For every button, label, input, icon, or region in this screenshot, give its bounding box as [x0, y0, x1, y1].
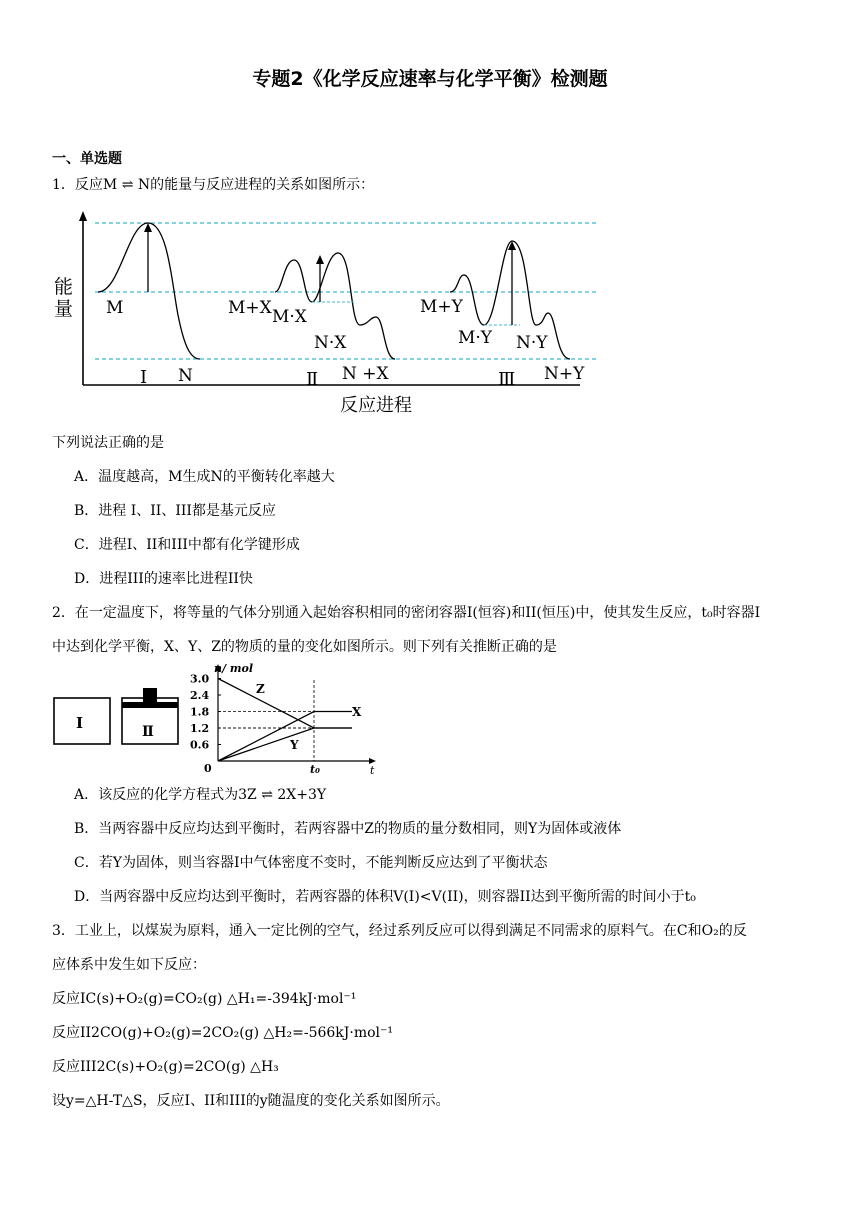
q1-stem: 1．反应M ⇌ N的能量与反应进程的关系如图所示：	[52, 177, 375, 193]
series-label-X: X	[352, 705, 362, 719]
series-label-Z: Z	[256, 682, 265, 696]
q3-reaction-1: 反应IC(s)+O₂(g)=CO₂(g) △H₁=-394kJ·mol⁻¹	[52, 991, 357, 1007]
q1-energy-diagram	[50, 205, 610, 420]
q3-last-line: 设y=△H-T△S，反应I、II和III的y随温度的变化关系如图所示。	[52, 1093, 450, 1109]
q3-reaction-2: 反应II2CO(g)+O₂(g)=2CO₂(g) △H₂=-566kJ·mol⁻¹	[52, 1025, 394, 1041]
page-title: 专题2《化学反应速率与化学平衡》检测题	[252, 68, 608, 90]
q3-reaction-3: 反应III2C(s)+O₂(g)=2CO(g) △H₃	[52, 1059, 279, 1075]
xlabel: 反应进程	[340, 395, 412, 416]
label-N: N	[178, 366, 193, 386]
section-heading: 一、单选题	[52, 151, 122, 167]
label-process-I: Ⅰ	[140, 367, 148, 388]
label-M-plus-X: M+X	[228, 298, 272, 318]
chart-xtick-t0: t₀	[310, 763, 320, 776]
y-tick-label: 2.4	[190, 689, 210, 702]
series-line-Z	[218, 679, 352, 729]
q1-option-d: D．进程III的速率比进程II快	[74, 571, 253, 587]
q2-stem-line2: 中达到化学平衡，X、Y、Z的物质的量的变化如图所示。则下列有关推断正确的是	[52, 639, 557, 655]
label-process-II: Ⅱ	[306, 369, 319, 390]
q2-chart	[186, 660, 382, 778]
q2-option-b: B．当两容器中反应均达到平衡时，若两容器中Z的物质的量分数相同，则Y为固体或液体	[74, 821, 622, 837]
q2-option-d: D．当两容器中反应均达到平衡时，若两容器的体积V(I)<V(II)，则容器II达到平衡所需的时间小于t₀	[74, 889, 696, 905]
label-process-III: Ⅲ	[498, 369, 516, 390]
label-N-dot-X: N·X	[314, 333, 347, 353]
q2-option-c: C．若Y为固体，则当容器I中气体密度不变时，不能判断反应达到了平衡状态	[74, 855, 548, 871]
q1-option-c: C．进程I、II和III中都有化学键形成	[74, 537, 300, 553]
ylabel-top: 能	[54, 276, 74, 298]
series-line-Y	[218, 728, 352, 761]
label-M-dot-X: M·X	[272, 307, 307, 327]
container-I-label: Ⅰ	[76, 714, 84, 732]
label-M-dot-Y: M·Y	[458, 328, 493, 348]
q3-stem-line2: 应体系中发生如下反应：	[52, 957, 206, 973]
label-N-plus-X: N +X	[342, 364, 389, 384]
q2-containers	[52, 680, 182, 750]
label-N-plus-Y: N+Y	[544, 364, 585, 384]
ylabel-bottom: 量	[54, 298, 74, 320]
label-N-dot-Y: N·Y	[516, 333, 548, 353]
label-M: M	[106, 298, 124, 318]
label-M-plus-Y: M+Y	[420, 297, 463, 317]
q1-option-a: A．温度越高，M生成N的平衡转化率越大	[74, 469, 335, 485]
container-II-label: Ⅱ	[142, 724, 154, 740]
q3-stem-line1: 3．工业上，以煤炭为原料，通入一定比例的空气，经过系列反应可以得到满足不同需求的原料气。在C和O₂的反	[52, 923, 747, 939]
y-tick-label: 1.2	[190, 722, 210, 735]
series-label-Y: Y	[290, 738, 299, 752]
y-tick-label: 3.0	[190, 672, 210, 686]
chart-xlabel: t	[370, 764, 375, 777]
q2-option-a: A．该反应的化学方程式为3Z ⇌ 2X+3Y	[74, 787, 327, 803]
chart-origin: 0	[204, 762, 212, 775]
q2-stem-line1: 2．在一定温度下，将等量的气体分别通入起始容积相同的密闭容器I(恒容)和II(恒压)中，使其发生反应，t₀时容器I	[52, 605, 761, 621]
y-tick-label: 0.6	[190, 738, 210, 752]
q1-ask: 下列说法正确的是	[52, 435, 164, 451]
q1-option-b: B．进程 I、II、III都是基元反应	[74, 503, 276, 519]
chart-ylabel: n/ mol	[214, 662, 253, 675]
y-tick-label: 1.8	[190, 705, 210, 719]
